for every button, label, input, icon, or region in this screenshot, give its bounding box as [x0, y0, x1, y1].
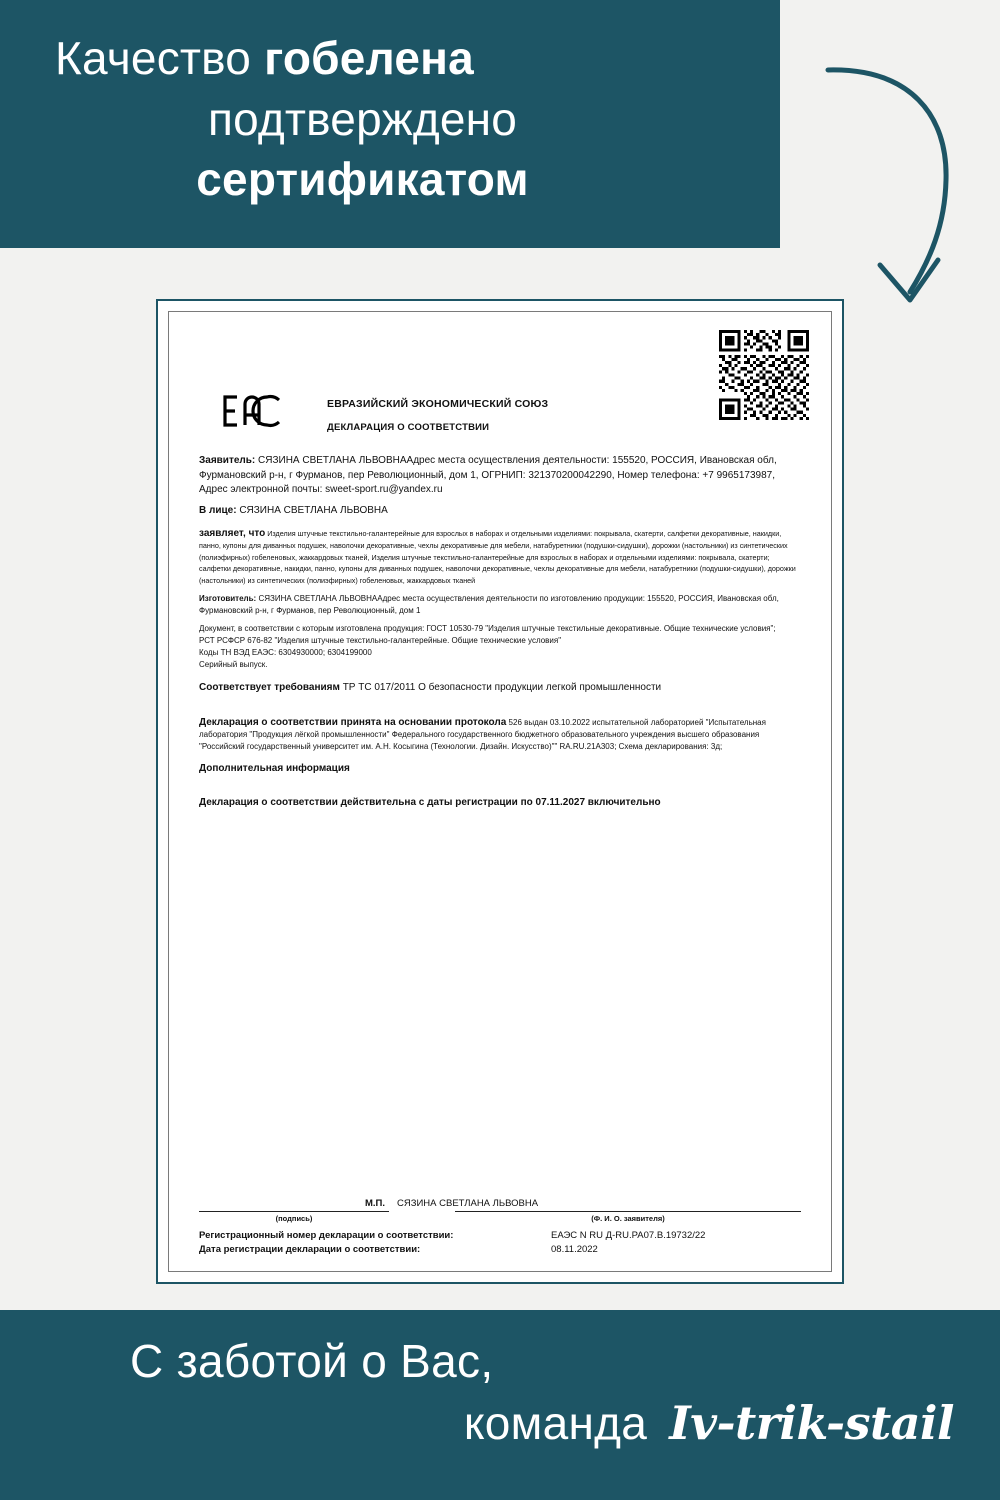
protocol-label: Декларация о соответствии принята на основании протокола [199, 717, 507, 729]
protocol-text: 526 выдан 03.10.2022 испытательной лабораторией "Испытательная лаборатория "Продукция лёгкой промышленности" Федерального государственного бюджетного образовательного учреждения высшего образования "Российский государственный университет им. А.Н. Косыгина (Технологии. Дизайн. Искусство)"" RA.RU.21A303; Схема декларирования: 3д; [199, 718, 766, 752]
blank-area [199, 811, 801, 1111]
registration-date-value: 08.11.2022 [551, 1244, 598, 1255]
signature-top-row [199, 1198, 801, 1209]
signature-captions [199, 1214, 801, 1223]
codes-line: Коды ТН ВЭД ЕАЭС: 6304930000; 6304199000 [199, 647, 372, 657]
applicant-text: СЯЗИНА СВЕТЛАНА ЛЬВОВНААдрес места осуществления деятельности: 155520, РОССИЯ, Ивановская обл, Фурмановский р-н, г Фурманов, пер Революционный, дом 1, ОГРНИП: 321370200042290, Номер телефона: +7 9965173987, Адрес электронной почты: sweet-sport.ru@yandex.ru [199, 455, 777, 495]
signer-name: СЯЗИНА СВЕТЛАНА ЛЬВОВНА [397, 1198, 539, 1209]
top-banner-line-3: сертификатом [196, 153, 529, 206]
curved-arrow-icon [820, 60, 990, 320]
brand-name: Iv-trik-stail [669, 1396, 954, 1450]
top-banner-line-1 [55, 28, 740, 89]
bottom-banner-line-2 [130, 1396, 954, 1450]
header-row [199, 392, 801, 444]
certificate-page [168, 311, 832, 1272]
in-person-label: В лице: [199, 504, 237, 516]
conformity-label: Соответствует требованиям [199, 681, 340, 693]
conformity-text: ТР ТС 017/2011 О безопасности продукции легкой промышленности [339, 681, 662, 693]
registration-date-label: Дата регистрации декларации о соответствии: [199, 1244, 421, 1255]
manufacturer-block [199, 593, 801, 617]
signature-lines [199, 1211, 801, 1212]
additional-info-label: Дополнительная информация [199, 763, 350, 775]
manufacturer-text: СЯЗИНА СВЕТЛАНА ЛЬВОВНААдрес места осуществления деятельности по изготовлению продукции: 155520, РОССИЯ, Ивановская обл, Фурмановский р-н, г Фурманов, пер Революционный, дом 1 [199, 593, 779, 615]
standards-line-1: Документ, в соответствии с которым изготовлена продукция: ГОСТ 10530-79 "Изделия штучные текстильные декоративные. Общие технические условия"; [199, 623, 776, 633]
in-person-block [199, 504, 801, 519]
applicant-label: Заявитель: [199, 455, 256, 466]
caption-gap [389, 1214, 455, 1223]
applicant-block [199, 454, 801, 498]
top-banner [0, 0, 780, 248]
eac-mark-svg [221, 394, 283, 428]
signature-zone [199, 1198, 801, 1255]
declares-label: заявляет, что [199, 528, 266, 539]
bottom-banner-line-1: С заботой о Вас, [130, 1335, 494, 1387]
registration-number-value: ЕАЭС N RU Д-RU.РА07.В.19732/22 [551, 1230, 706, 1241]
registration-date-row [199, 1244, 801, 1255]
declares-block [199, 528, 801, 587]
signature-gap [389, 1211, 455, 1212]
document-title-declaration: ДЕКЛАРАЦИЯ О СООТВЕТСТВИИ [327, 422, 490, 433]
registration-number-label: Регистрационный номер декларации о соответствии: [199, 1230, 454, 1241]
top-banner-line-2: подтверждено [207, 92, 518, 145]
bottom-banner-team-word: команда [463, 1397, 648, 1449]
certificate-document [156, 299, 844, 1284]
manufacturer-label: Изготовитель: [199, 593, 257, 603]
conformity-block [199, 681, 801, 696]
top-banner-line-1-plain: Качество [55, 32, 265, 84]
bottom-banner [0, 1310, 1000, 1500]
top-banner-line-1-bold: гобелена [264, 32, 474, 84]
standards-line-2: РСТ РСФСР 676-82 "Изделия штучные текстильно-галантерейные. Общие технические условия" [199, 635, 562, 645]
in-person-text: СЯЗИНА СВЕТЛАНА ЛЬВОВНА [236, 504, 388, 516]
declares-text: Изделия штучные текстильно-галантерейные для взрослых в наборах и отдельными изделиями: покрывала, скатерти, салфетки декоративные, накидки, панно, купоны для диванных подушек, наволочки декоративные, чехлы декоративные для мебели, натабуретники (подушки-сидушки), дорожки (настольники) из синтетических (полиэфирных) гобеленовых, жаккардовых тканей, Изделия штучные текстильно-галантерейные для взрослых в наборах и отдельными изделиями: покрывала, скатерти; салфетки декоративные, накидки, панно, купоны для диванных подушек, наволочки декоративные, чехлы декоративные для мебели, натабуретники (подушки-сидушки), дорожки (настольники) из синтетических (полиэфирных) гобеленовых, жаккардовых тканей [199, 529, 796, 586]
qr-code-svg [719, 330, 809, 420]
stamp-place-label: М.П. [364, 1198, 385, 1209]
fio-caption: (Ф. И. О. заявителя) [591, 1214, 665, 1223]
signature-caption: (подпись) [275, 1214, 313, 1223]
registration-number-row [199, 1230, 801, 1241]
document-title-union: ЕВРАЗИЙСКИЙ ЭКОНОМИЧЕСКИЙ СОЮЗ [327, 398, 549, 410]
serial-line: Серийный выпуск. [199, 659, 268, 669]
eac-mark-icon [199, 392, 327, 431]
validity-text: Декларация о соответствии действительна с даты регистрации по 07.11.2027 включительно [199, 797, 661, 809]
protocol-block [199, 717, 801, 753]
fio-line [455, 1211, 801, 1212]
curved-arrow-svg [820, 60, 990, 320]
qr-code-icon [719, 330, 809, 420]
signature-line [199, 1211, 389, 1212]
